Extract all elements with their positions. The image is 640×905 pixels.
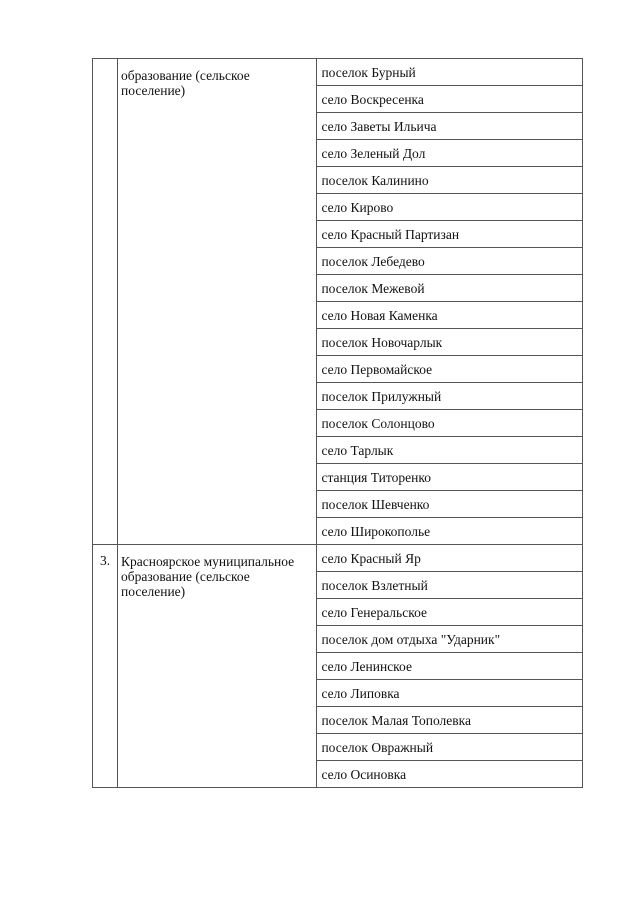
settlement-name: поселок Новочарлык (317, 329, 583, 356)
settlements-table (92, 58, 583, 788)
settlement-name: поселок дом отдыха "Ударник" (317, 626, 583, 653)
municipality-cell (118, 59, 317, 545)
settlement-name: поселок Межевой (317, 275, 583, 302)
settlement-name: село Генеральское (317, 599, 583, 626)
settlement-name: село Зеленый Дол (317, 140, 583, 167)
settlement-name: село Первомайское (317, 356, 583, 383)
settlement-name: поселок Солонцово (317, 410, 583, 437)
settlement-name: поселок Взлетный (317, 572, 583, 599)
settlement-name: поселок Калинино (317, 167, 583, 194)
table-row (93, 545, 583, 572)
settlement-name: село Тарлык (317, 437, 583, 464)
municipality-name: образование (сельское поселение) (121, 68, 250, 98)
settlement-name: село Кирово (317, 194, 583, 221)
group-number: 3. (93, 545, 118, 788)
settlement-name: село Красный Яр (317, 545, 583, 572)
settlement-name: село Липовка (317, 680, 583, 707)
settlement-name: село Красный Партизан (317, 221, 583, 248)
group-number (93, 59, 118, 545)
settlement-name: поселок Малая Тополевка (317, 707, 583, 734)
table-body (93, 59, 583, 788)
settlement-name: поселок Шевченко (317, 491, 583, 518)
municipality-name: Красноярское муниципальное образование (сельское поселение) (121, 554, 295, 599)
settlement-name: село Воскресенка (317, 86, 583, 113)
settlement-name: поселок Овражный (317, 734, 583, 761)
settlement-name: поселок Прилужный (317, 383, 583, 410)
municipality-cell (118, 545, 317, 788)
settlement-name: поселок Бурный (317, 59, 583, 86)
settlement-name: село Заветы Ильича (317, 113, 583, 140)
settlement-name: село Новая Каменка (317, 302, 583, 329)
table-row (93, 59, 583, 86)
settlement-name: станция Титоренко (317, 464, 583, 491)
settlement-name: село Ленинское (317, 653, 583, 680)
settlement-name: село Широкополье (317, 518, 583, 545)
settlement-name: село Осиновка (317, 761, 583, 788)
settlement-name: поселок Лебедево (317, 248, 583, 275)
